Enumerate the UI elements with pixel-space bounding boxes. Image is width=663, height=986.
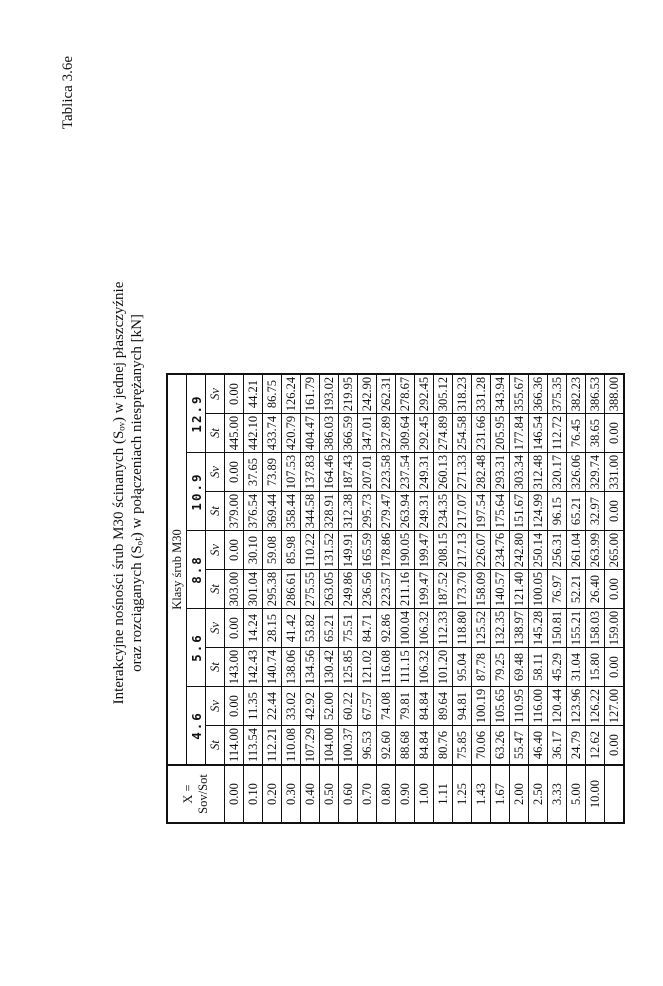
value-cell: 11.35: [244, 687, 263, 726]
value-cell: 165.59: [358, 531, 377, 570]
x-value-cell: 2.50: [529, 765, 548, 823]
value-cell: 343.94: [491, 374, 510, 414]
value-cell: 175.64: [491, 492, 510, 531]
x-value-cell: 2.00: [510, 765, 529, 823]
value-cell: 60.22: [339, 687, 358, 726]
value-cell: 219.95: [339, 374, 358, 414]
value-cell: 303.34: [510, 453, 529, 492]
value-cell: 70.06: [472, 726, 491, 766]
value-cell: 301.04: [244, 570, 263, 609]
value-cell: 326.06: [567, 453, 586, 492]
title-line-2: oraz rozciąganych (Sₒₜ) w połączeniach niesprężanych [kN]: [129, 314, 145, 672]
value-cell: 94.81: [453, 687, 472, 726]
table-row: [377, 374, 396, 823]
value-cell: 110.22: [301, 531, 320, 570]
value-cell: 92.60: [377, 726, 396, 766]
value-cell: 329.74: [586, 453, 605, 492]
value-cell: 231.66: [472, 414, 491, 453]
table-row: [301, 374, 320, 823]
value-cell: 140.57: [491, 570, 510, 609]
x-header: X = Sov/Sot: [167, 765, 225, 823]
value-cell: 106.32: [415, 648, 434, 687]
value-cell: 69.48: [510, 648, 529, 687]
value-cell: 150.81: [548, 609, 567, 648]
value-cell: 261.04: [567, 531, 586, 570]
value-cell: 104.00: [320, 726, 339, 766]
value-cell: 295.38: [263, 570, 282, 609]
value-cell: 190.05: [396, 531, 415, 570]
value-cell: 112.33: [434, 609, 453, 648]
class-header: 12.9: [187, 374, 206, 453]
value-cell: 100.05: [529, 570, 548, 609]
value-cell: 87.78: [472, 648, 491, 687]
value-cell: 312.38: [339, 492, 358, 531]
value-cell: 263.94: [396, 492, 415, 531]
value-cell: 445.00: [225, 414, 244, 453]
sub-header: St: [206, 648, 225, 687]
value-cell: 95.04: [453, 648, 472, 687]
x-value-cell: 1.25: [453, 765, 472, 823]
value-cell: 286.61: [282, 570, 301, 609]
value-cell: 404.47: [301, 414, 320, 453]
value-cell: 151.67: [510, 492, 529, 531]
value-cell: 242.90: [358, 374, 377, 414]
value-cell: 106.32: [415, 609, 434, 648]
value-cell: 237.54: [396, 453, 415, 492]
value-cell: 0.00: [605, 726, 625, 766]
table-row: [415, 374, 434, 823]
value-cell: 282.48: [472, 453, 491, 492]
x-value-cell: 10.00: [586, 765, 605, 823]
value-cell: 331.28: [472, 374, 491, 414]
value-cell: 126.22: [586, 687, 605, 726]
x-value-cell: 0.60: [339, 765, 358, 823]
value-cell: 140.74: [263, 648, 282, 687]
value-cell: 217.13: [453, 531, 472, 570]
value-cell: 234.76: [491, 531, 510, 570]
value-cell: 36.17: [548, 726, 567, 766]
value-cell: 53.82: [301, 609, 320, 648]
value-cell: 275.55: [301, 570, 320, 609]
value-cell: 89.64: [434, 687, 453, 726]
value-cell: 73.89: [263, 453, 282, 492]
value-cell: 205.95: [491, 414, 510, 453]
value-cell: 249.31: [415, 453, 434, 492]
table-number: Tablica 3.6e: [60, 56, 76, 130]
value-cell: 375.35: [548, 374, 567, 414]
value-cell: 0.00: [605, 570, 625, 609]
value-cell: 105.65: [491, 687, 510, 726]
value-cell: 100.04: [396, 609, 415, 648]
value-cell: 145.28: [529, 609, 548, 648]
x-value-cell: 3.33: [548, 765, 567, 823]
value-cell: 236.56: [358, 570, 377, 609]
value-cell: 379.00: [225, 492, 244, 531]
value-cell: 79.81: [396, 687, 415, 726]
value-cell: 74.08: [377, 687, 396, 726]
x-value-cell: 0.10: [244, 765, 263, 823]
table-row: [453, 374, 472, 823]
value-cell: 32.97: [586, 492, 605, 531]
value-cell: 84.84: [415, 687, 434, 726]
value-cell: 100.37: [339, 726, 358, 766]
value-cell: 159.00: [605, 609, 625, 648]
value-cell: 309.64: [396, 414, 415, 453]
sub-header: Sv: [206, 453, 225, 492]
value-cell: 260.13: [434, 453, 453, 492]
value-cell: 303.00: [225, 570, 244, 609]
sub-header: St: [206, 570, 225, 609]
sub-header: Sv: [206, 609, 225, 648]
value-cell: 234.35: [434, 492, 453, 531]
value-cell: 199.47: [415, 531, 434, 570]
value-cell: 331.00: [605, 453, 625, 492]
value-cell: 382.23: [567, 374, 586, 414]
value-cell: 111.15: [396, 648, 415, 687]
value-cell: 75.85: [453, 726, 472, 766]
value-cell: 46.40: [529, 726, 548, 766]
value-cell: 433.74: [263, 414, 282, 453]
value-cell: 249.86: [339, 570, 358, 609]
value-cell: 242.80: [510, 531, 529, 570]
value-cell: 116.00: [529, 687, 548, 726]
table-row: [225, 374, 244, 823]
value-cell: 226.07: [472, 531, 491, 570]
table-row: [586, 374, 605, 823]
x-value-cell: 0.00: [225, 765, 244, 823]
value-cell: 14.24: [244, 609, 263, 648]
value-cell: 161.79: [301, 374, 320, 414]
value-cell: 113.54: [244, 726, 263, 766]
value-cell: 65.21: [320, 609, 339, 648]
value-cell: 112.21: [263, 726, 282, 766]
value-cell: 0.00: [225, 374, 244, 414]
value-cell: 38.65: [586, 414, 605, 453]
value-cell: 26.40: [586, 570, 605, 609]
value-cell: 107.29: [301, 726, 320, 766]
value-cell: 142.43: [244, 648, 263, 687]
value-cell: 84.84: [415, 726, 434, 766]
value-cell: 278.67: [396, 374, 415, 414]
value-cell: 265.00: [605, 531, 625, 570]
x-value-cell: 1.67: [491, 765, 510, 823]
value-cell: 155.21: [567, 609, 586, 648]
value-cell: 134.56: [301, 648, 320, 687]
value-cell: 164.46: [320, 453, 339, 492]
value-cell: 125.85: [339, 648, 358, 687]
value-cell: 124.99: [529, 492, 548, 531]
value-cell: 138.06: [282, 648, 301, 687]
value-cell: 80.76: [434, 726, 453, 766]
x-value-cell: 0.80: [377, 765, 396, 823]
value-cell: 256.31: [548, 531, 567, 570]
sub-header: Sv: [206, 531, 225, 570]
value-cell: 386.03: [320, 414, 339, 453]
x-value-cell: 0.30: [282, 765, 301, 823]
table-row: [339, 374, 358, 823]
value-cell: 112.72: [548, 414, 567, 453]
value-cell: 52.21: [567, 570, 586, 609]
value-cell: 271.33: [453, 453, 472, 492]
value-cell: 31.04: [567, 648, 586, 687]
value-cell: 118.80: [453, 609, 472, 648]
value-cell: 369.44: [263, 492, 282, 531]
value-cell: 318.23: [453, 374, 472, 414]
table-title: [110, 0, 146, 986]
x-value-cell: 1.00: [415, 765, 434, 823]
table-row: [396, 374, 415, 823]
table-row: [358, 374, 377, 823]
value-cell: 358.44: [282, 492, 301, 531]
value-cell: 114.00: [225, 726, 244, 766]
value-cell: 328.91: [320, 492, 339, 531]
x-value-cell: 0.70: [358, 765, 377, 823]
value-cell: 130.42: [320, 648, 339, 687]
value-cell: 279.47: [377, 492, 396, 531]
value-cell: 197.54: [472, 492, 491, 531]
value-cell: 388.00: [605, 374, 625, 414]
value-cell: 158.03: [586, 609, 605, 648]
sub-header: St: [206, 726, 225, 766]
table-row: [510, 374, 529, 823]
sub-header: St: [206, 414, 225, 453]
value-cell: 101.20: [434, 648, 453, 687]
value-cell: 125.52: [472, 609, 491, 648]
value-cell: 28.15: [263, 609, 282, 648]
value-cell: 376.54: [244, 492, 263, 531]
value-cell: 254.58: [453, 414, 472, 453]
x-value-cell: [605, 765, 625, 823]
table-row: [320, 374, 339, 823]
title-line-1: Interakcyjne nośności śrub M30 ścinanych (Sₒᵥ) w jednej płaszczyźnie: [111, 281, 127, 705]
value-cell: 126.24: [282, 374, 301, 414]
value-cell: 274.89: [434, 414, 453, 453]
x-value-cell: 0.40: [301, 765, 320, 823]
value-cell: 44.21: [244, 374, 263, 414]
class-header-row: [187, 374, 206, 823]
value-cell: 59.08: [263, 531, 282, 570]
value-cell: 100.19: [472, 687, 491, 726]
value-cell: 295.73: [358, 492, 377, 531]
value-cell: 146.54: [529, 414, 548, 453]
x-value-cell: 0.20: [263, 765, 282, 823]
value-cell: 262.31: [377, 374, 396, 414]
class-header: 4.6: [187, 687, 206, 766]
table-row: [472, 374, 491, 823]
table-row: [282, 374, 301, 823]
value-cell: 177.84: [510, 414, 529, 453]
value-cell: 88.68: [396, 726, 415, 766]
value-cell: 0.00: [225, 609, 244, 648]
value-cell: 293.31: [491, 453, 510, 492]
value-cell: 178.86: [377, 531, 396, 570]
value-cell: 292.45: [415, 374, 434, 414]
value-cell: 327.89: [377, 414, 396, 453]
value-cell: 12.62: [586, 726, 605, 766]
table-row: [434, 374, 453, 823]
table-row: [605, 374, 625, 823]
value-cell: 263.99: [586, 531, 605, 570]
table-row: [263, 374, 282, 823]
value-cell: 137.83: [301, 453, 320, 492]
value-cell: 22.44: [263, 687, 282, 726]
value-cell: 96.15: [548, 492, 567, 531]
value-cell: 76.45: [567, 414, 586, 453]
value-cell: 121.40: [510, 570, 529, 609]
value-cell: 207.01: [358, 453, 377, 492]
value-cell: 208.15: [434, 531, 453, 570]
value-cell: 173.70: [453, 570, 472, 609]
value-cell: 366.59: [339, 414, 358, 453]
value-cell: 0.00: [225, 531, 244, 570]
value-cell: 320.17: [548, 453, 567, 492]
table-row: [244, 374, 263, 823]
sub-header: Sv: [206, 687, 225, 726]
value-cell: 127.00: [605, 687, 625, 726]
value-cell: 0.00: [605, 648, 625, 687]
value-cell: 30.10: [244, 531, 263, 570]
value-cell: 344.58: [301, 492, 320, 531]
table-row: [548, 374, 567, 823]
value-cell: 263.05: [320, 570, 339, 609]
value-cell: 366.36: [529, 374, 548, 414]
value-cell: 96.53: [358, 726, 377, 766]
value-cell: 92.86: [377, 609, 396, 648]
table-row: [529, 374, 548, 823]
value-cell: 347.01: [358, 414, 377, 453]
value-cell: 0.00: [605, 414, 625, 453]
value-cell: 158.09: [472, 570, 491, 609]
sub-header-row: [206, 374, 225, 823]
group-header: Klasy śrub M30: [167, 374, 187, 765]
value-cell: 67.57: [358, 687, 377, 726]
value-cell: 58.11: [529, 648, 548, 687]
value-cell: 131.52: [320, 531, 339, 570]
value-cell: 55.47: [510, 726, 529, 766]
value-cell: 63.26: [491, 726, 510, 766]
value-cell: 193.02: [320, 374, 339, 414]
value-cell: 211.16: [396, 570, 415, 609]
value-cell: 116.08: [377, 648, 396, 687]
class-header: 10.9: [187, 453, 206, 531]
value-cell: 132.35: [491, 609, 510, 648]
value-cell: 250.14: [529, 531, 548, 570]
value-cell: 123.96: [567, 687, 586, 726]
table-row: [567, 374, 586, 823]
value-cell: 110.08: [282, 726, 301, 766]
value-cell: 217.07: [453, 492, 472, 531]
value-cell: 305.12: [434, 374, 453, 414]
value-cell: 79.25: [491, 648, 510, 687]
value-cell: 143.00: [225, 648, 244, 687]
value-cell: 187.43: [339, 453, 358, 492]
x-value-cell: 0.50: [320, 765, 339, 823]
value-cell: 249.31: [415, 492, 434, 531]
value-cell: 121.02: [358, 648, 377, 687]
class-header: 8.8: [187, 531, 206, 609]
value-cell: 292.45: [415, 414, 434, 453]
table-body: [225, 374, 625, 823]
value-cell: 0.00: [605, 492, 625, 531]
value-cell: 149.91: [339, 531, 358, 570]
value-cell: 42.92: [301, 687, 320, 726]
value-cell: 24.79: [567, 726, 586, 766]
x-value-cell: 1.11: [434, 765, 453, 823]
table-row: [491, 374, 510, 823]
value-cell: 420.79: [282, 414, 301, 453]
x-value-cell: 5.00: [567, 765, 586, 823]
value-cell: 45.29: [548, 648, 567, 687]
value-cell: 442.10: [244, 414, 263, 453]
value-cell: 37.65: [244, 453, 263, 492]
value-cell: 187.52: [434, 570, 453, 609]
sub-header: Sv: [206, 374, 225, 414]
value-cell: 15.80: [586, 648, 605, 687]
value-cell: 41.42: [282, 609, 301, 648]
value-cell: 84.71: [358, 609, 377, 648]
value-cell: 223.57: [377, 570, 396, 609]
x-value-cell: 0.90: [396, 765, 415, 823]
value-cell: 0.00: [225, 687, 244, 726]
value-cell: 223.58: [377, 453, 396, 492]
value-cell: 85.98: [282, 531, 301, 570]
value-cell: 110.95: [510, 687, 529, 726]
value-cell: 86.75: [263, 374, 282, 414]
x-value-cell: 1.43: [472, 765, 491, 823]
value-cell: 65.21: [567, 492, 586, 531]
value-cell: 312.48: [529, 453, 548, 492]
value-cell: 0.00: [225, 453, 244, 492]
value-cell: 33.02: [282, 687, 301, 726]
value-cell: 75.51: [339, 609, 358, 648]
sub-header: St: [206, 492, 225, 531]
value-cell: 199.47: [415, 570, 434, 609]
value-cell: 355.67: [510, 374, 529, 414]
value-cell: 138.97: [510, 609, 529, 648]
value-cell: 120.44: [548, 687, 567, 726]
value-cell: 52.00: [320, 687, 339, 726]
value-cell: 107.53: [282, 453, 301, 492]
interaction-table: [166, 373, 625, 824]
value-cell: 76.97: [548, 570, 567, 609]
value-cell: 386.53: [586, 374, 605, 414]
class-header: 5.6: [187, 609, 206, 687]
